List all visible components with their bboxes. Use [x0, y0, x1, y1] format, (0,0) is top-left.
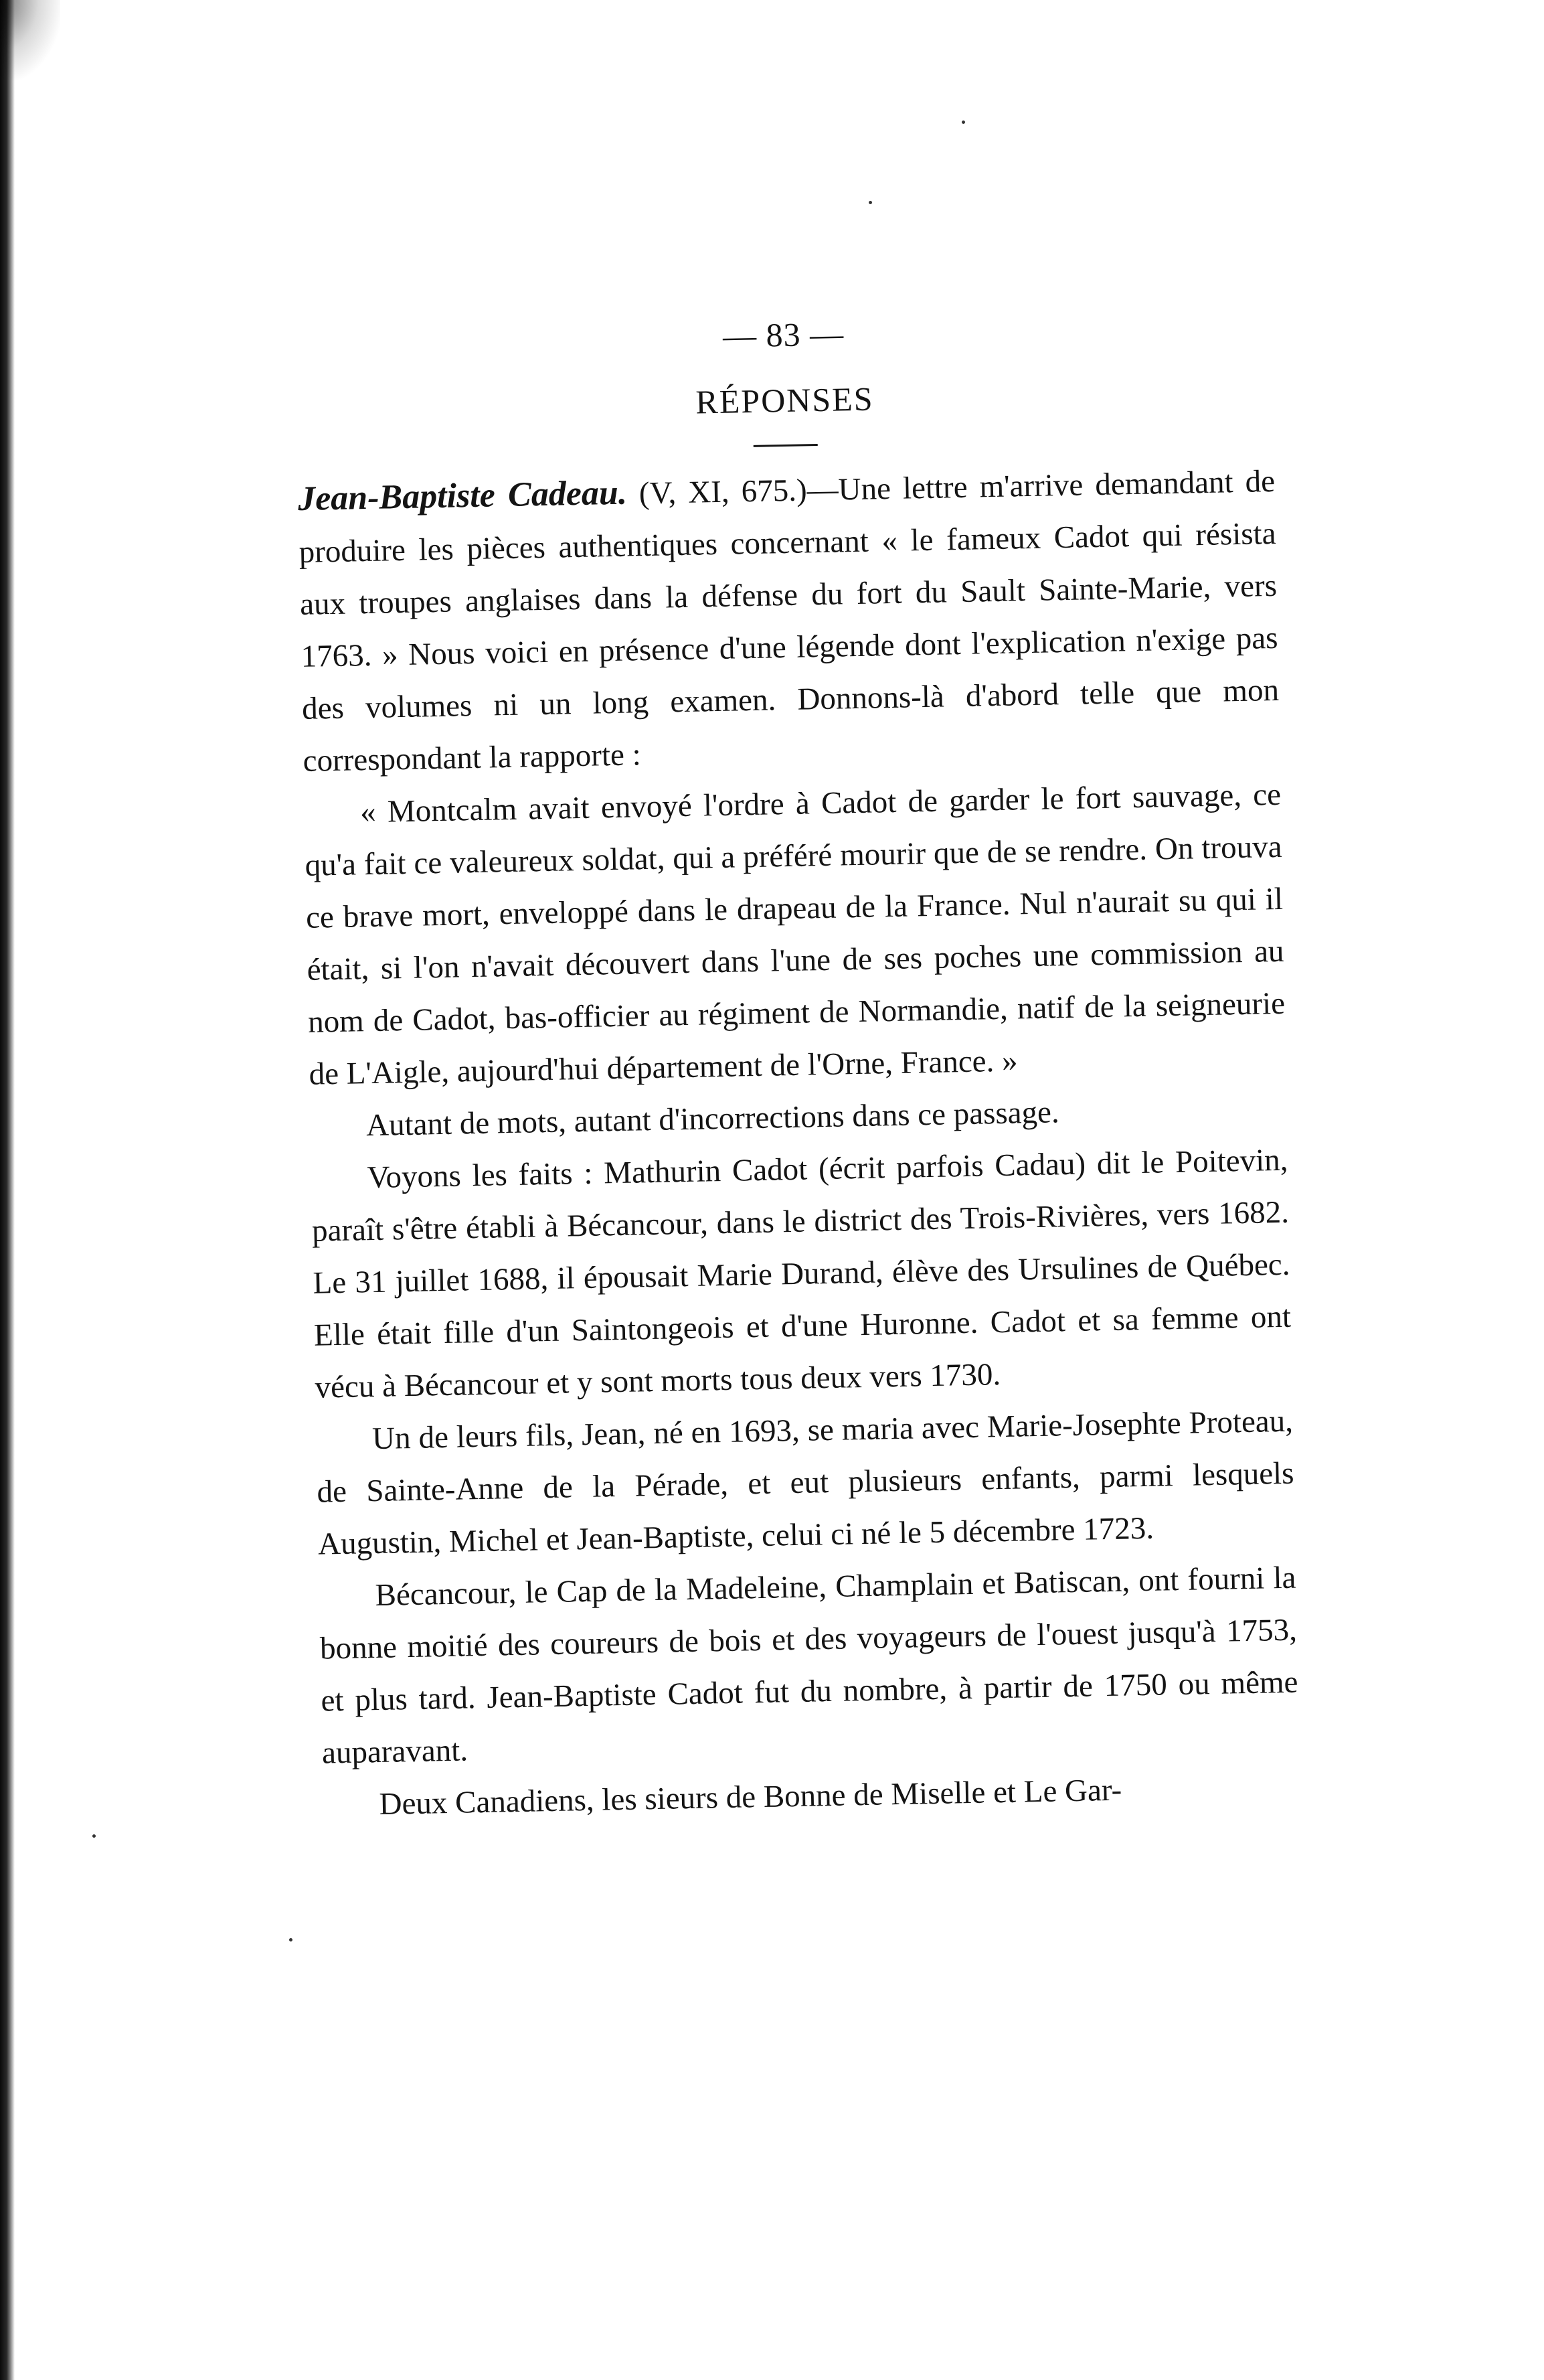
body-paragraph: Deux Canadiens, les sieurs de Bonne de Miselle et Le Gar-: [379, 1772, 1122, 1822]
paper-speck: [962, 121, 965, 124]
corner-smudge: [0, 0, 60, 80]
body-paragraph: Un de leurs fils, Jean, né en 1693, se maria avec Marie-Josephte Proteau, de Sainte-Anne de la Pérade, et eut plusieurs enfants, parmi lesquels Augustin, Michel et Jean-Baptiste, celui ci né le 5 décembre 1723.: [317, 1403, 1294, 1562]
body-paragraph: Autant de mots, autant d'incorrections dans ce passage.: [365, 1095, 1060, 1143]
body-paragraph: Bécancour, le Cap de la Madeleine, Champlain et Batiscan, ont fourni la bonne moitié des coureurs de bois et des voyageurs de l'ouest jusqu'à 1753, et plus tard. Jean-Baptiste Cadot fut du nombre, à partir de 1750 ou même auparavant.: [319, 1560, 1298, 1771]
paper-speck: [869, 201, 872, 204]
binding-shadow: [0, 0, 15, 2380]
page-number: — 83 —: [722, 315, 845, 355]
paper-speck: [289, 1938, 292, 1941]
quotation-paragraph: « Montcalm avait envoyé l'ordre à Cadot de garder le fort sauvage, ce qu'a fait ce valeureux soldat, qui a préféré mourir que de se rendre. On trouva ce brave mort, enveloppé dans le drapeau de la France. Nul n'aurait su qui il était, si l'on n'avait découvert dans l'une de ses poches une commission au nom de Cadot, bas-officier au régiment de Normandie, natif de la seigneurie de L'Aigle, aujourd'hui département de l'Orne, France. »: [305, 777, 1286, 1092]
entry-reference: (V, XI, 675.)—: [626, 472, 839, 511]
entry-title: Jean-Baptiste Cadeau.: [297, 473, 628, 518]
heading-rule: [754, 444, 818, 447]
body-paragraph: Voyons les faits : Mathurin Cadot (écrit parfois Cadau) dit le Poitevin, paraît s'être établi à Bécancour, dans le district des Trois-Rivières, vers 1682. Le 31 juillet 1688, il épousait Marie Durand, élève des Ursulines de Québec. Elle était fille d'un Saintongeois et d'une Huronne. Cadot et sa femme ont vécu à Bécancour et y sont morts tous deux vers 1730.: [311, 1142, 1292, 1405]
entry-paragraph: [297, 455, 1280, 787]
book-page: [294, 305, 1300, 1832]
paper-speck: [92, 1834, 96, 1838]
section-heading: RÉPONSES: [695, 380, 875, 421]
entry-body: Une lettre m'arrive demandant de produire les pièces authentiques concernant « le fameux Cadot qui résista aux troupes anglaises dans la défense du fort du Sault Sainte-Marie, vers 1763. » Nous voici en présence d'une légende dont l'explication n'exige pas des volumes ni un long examen. Donnons-là d'abord telle que mon correspondant la rapporte :: [298, 463, 1280, 779]
